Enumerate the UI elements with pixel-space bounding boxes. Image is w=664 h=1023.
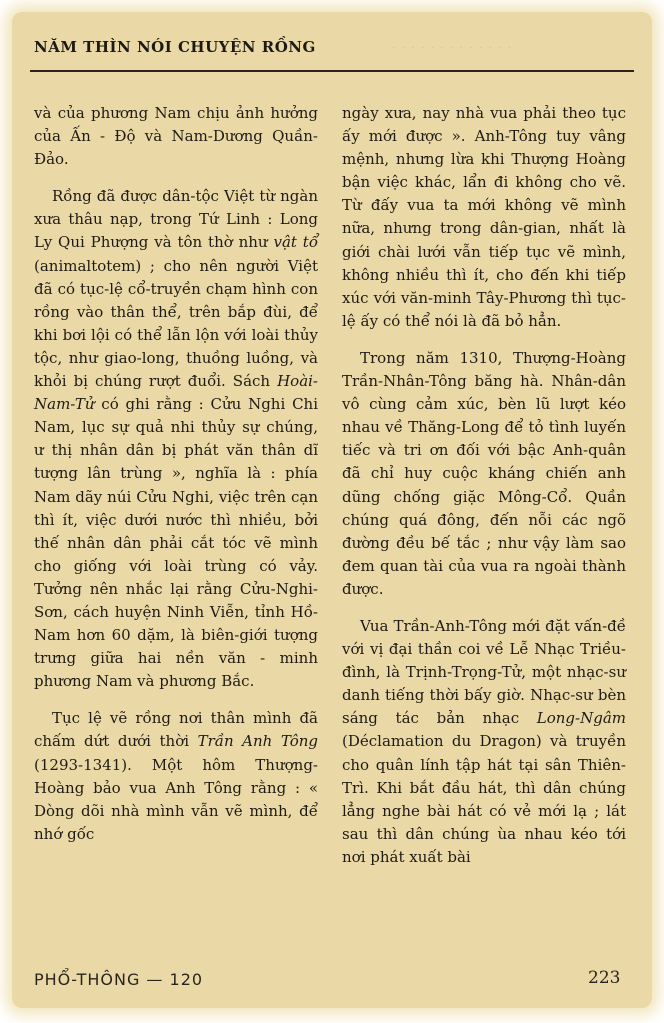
header-rule xyxy=(30,70,634,72)
right-paragraph-2: Trong năm 1310, Thượng-Hoàng Trần-Nhân-Tông băng hà. Nhân-dân vô cùng cảm xúc, bèn lũ lượt kéo nhau về Thăng-Long để tỏ tình luyến tiếc và tri ơn đối với bậc Anh-quân đã chỉ huy cuộc kháng chiến anh dũng chống giặc Mông-Cổ. Quần chúng quá đông, đến nỗi các ngõ đường đều bế tắc ; như vậy làm sao đem quan tài của vua ra ngoài thành được. xyxy=(342,348,626,598)
italic-book-title: Hoài-Nam-Tử xyxy=(34,372,318,414)
text-run: Tục lệ vẽ rồng nơi thân mình đã chấm dứt dưới thời xyxy=(34,709,318,751)
left-paragraph-2 xyxy=(34,185,318,693)
right-column xyxy=(342,102,626,883)
text-run: Rồng đã được dân-tộc Việt từ ngàn xưa thâu nạp, trong Tứ Linh : Long Ly Qui Phượng và tôn thờ như xyxy=(34,187,318,252)
left-column xyxy=(34,102,318,860)
left-paragraph-1: và của phương Nam chịu ảnh hưởng của Ấn - Độ và Nam-Dương Quần-Đảo. xyxy=(34,104,318,169)
text-run: (1293-1341). Một hôm Thượng-Hoàng bảo vua Anh Tông rằng : « Dòng dõi nhà mình vẫn vẽ mình, để nhớ gốc xyxy=(34,755,318,843)
italic-term: vật tổ xyxy=(273,233,318,252)
bleed-through-header: · · · · · · · · · · · · · xyxy=(392,41,513,55)
italic-music-title: Long-Ngâm xyxy=(536,709,626,728)
text-run: (Déclamation du Dragon) và truyền cho quân lính tập hát tại sân Thiên-Trì. Khi bắt đầu hát, thì dân chúng lẳng nghe bài hát có vẻ mới lạ ; lát sau thì dân chúng ùa nhau kéo tới nơi phát xuất bài xyxy=(342,732,626,866)
left-paragraph-3 xyxy=(34,707,318,846)
text-run: có ghi rằng : Cửu Nghi Chi Nam, lục sự quả nhi thủy sự chúng, ư thị nhân dân bị phát văn thân dĩ tượng lân trùng », nghĩa là : phía Nam dãy núi Cửu Nghi, việc trên cạn thì ít, việc dưới nước thì nhiều, bởi thế nhân dân phải cắt tóc vẽ mình cho giống với loài trùng có vảy. Tưởng nên nhắc lại rằng Cửu-Nghi-Sơn, cách huyện Ninh Viễn, tỉnh Hồ-Nam hơn 60 dặm, là biên-giới tượng trưng giữa hai nền văn - minh phương Nam và phương Bắc. xyxy=(34,395,318,691)
text-run: Vua Trần-Anh-Tông mới đặt vấn-đề với vị đại thần coi về Lễ Nhạc Triều-đình, là Trịnh-Trọng-Tử, một nhạc-sư danh tiếng thời bấy giờ. Nhạc-sư bèn sáng tác bản nhạc xyxy=(342,616,626,728)
text-run: (animaltotem) ; cho nên người Việt đã có tục-lệ cổ-truyền chạm hình con rồng vào thân thể, trên bắp đùi, để khi bơi lội có thể lẫn lộn với loài thủy tộc, như giao-long, thuồng luồng, và khỏi bị chúng rượt đuổi. Sách xyxy=(34,256,318,391)
italic-name: Trần Anh Tông xyxy=(197,732,318,751)
running-header: NĂM THÌN NÓI CHUYỆN RỒNG xyxy=(34,38,316,56)
footer-magazine-issue: PHỔ-THÔNG — 120 xyxy=(34,970,204,989)
magazine-page xyxy=(12,12,652,1008)
right-paragraph-1: ngày xưa, nay nhà vua phải theo tục ấy mới được ». Anh-Tông tuy vâng mệnh, nhưng lừa khi Thượng Hoàng bận việc khác, lẩn đi không cho vẽ. Từ đấy vua ta mới không vẽ mình nữa, nhưng trong dân-gian, nhất là giới chài lưới vẫn tiếp tục vẽ mình, không nhiều thì ít, cho đến khi tiếp xúc với văn-minh Tây-Phương thì tục-lệ ấy có thể nói là đã bỏ hẳn. xyxy=(342,104,626,330)
page-number: 223 xyxy=(588,968,621,988)
right-paragraph-3 xyxy=(342,615,626,869)
